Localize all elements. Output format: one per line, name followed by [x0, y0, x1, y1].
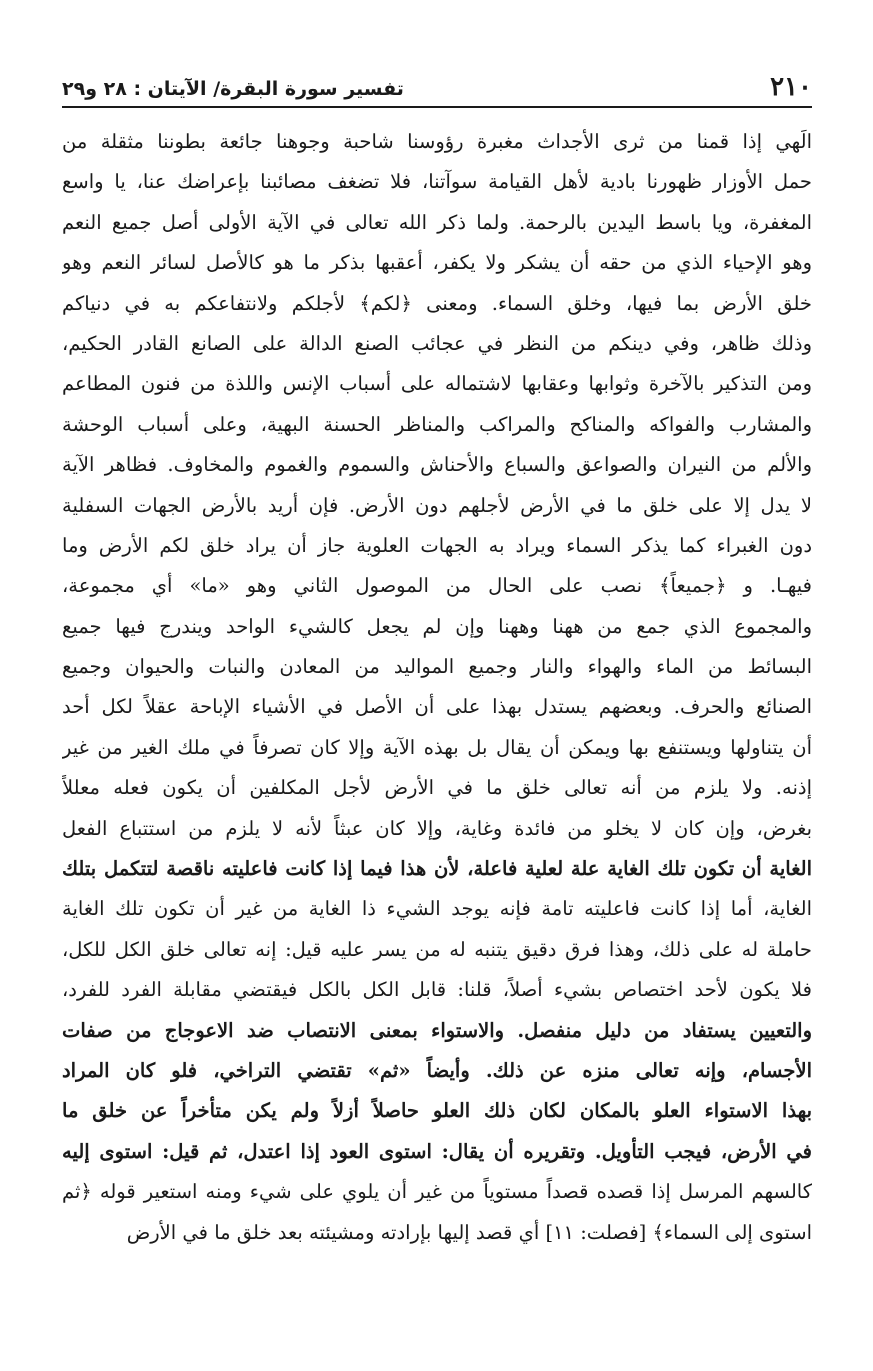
text-line: إذنه. ولا يلزم من أنه تعالى خلق ما في الأرض لأجل المكلفين أن يكون فعله معللاً — [62, 776, 812, 800]
text-line: والتعيين يستفاد من دليل منفصل. والاستواء بمعنى الانتصاب ضد الاعوجاج من صفات — [62, 1018, 812, 1042]
text-line: دون الغبراء كما يذكر السماء ويراد به الجهات العلوية جاز أن يراد خلق لكم الأرض وما — [62, 533, 812, 557]
text-line: حمل الأوزار ظهورنا بادية لأهل القيامة سوآتنا، فلا تضغف مصائبنا بإعراضك عنا، يا واسع — [62, 170, 812, 194]
text-line: بغرض، وإن كان لا يخلو من فائدة وغاية، وإلا كان عبثاً لأنه لا يلزم من استتباع الفعل — [62, 816, 812, 840]
body-text — [62, 122, 812, 1253]
text-line: البسائط من الماء والهواء والنار وجميع المواليد من المعادن والنبات والحيوان وجميع — [62, 655, 812, 679]
text-line: أن يتناولها ويستنفع بها ويمكن أن يقال بل بهذه الآية وإلا كان تصرفاً في ملك الغير من غير — [62, 735, 812, 759]
page-header — [62, 64, 812, 108]
text-line: حاملة له على ذلك، وهذا فرق دقيق يتنبه له من يسر عليه قيل: إنه تعالى خلق الكل للكل، — [62, 937, 812, 961]
text-line: الغاية أن تكون تلك الغاية علة لعلية فاعلة، لأن هذا فيما إذا كانت فاعليته ناقصة لتتكمل بتلك — [62, 857, 812, 881]
page-number: ٢١٠ — [770, 72, 812, 102]
text-line: والمشارب والفواكه والمناكح والمراكب والمناظر الحسنة البهية، وعلى أسباب الوحشة — [62, 412, 812, 436]
text-line: فلا يكون لأحد اختصاص بشيء أصلاً، قلنا: قابل الكل بالكل فيقتضي مقابلة الفرد للفرد، — [62, 978, 812, 1002]
text-line: والألم من النيران والصواعق والسباع والأحناش والسموم والغموم والمخاوف. فظاهر الآية — [62, 453, 812, 477]
text-line: بهذا الاستواء العلو بالمكان لكان ذلك العلو حاصلاً أزلاً ولم يكن متأخراً عن خلق ما — [62, 1099, 812, 1123]
text-line: المغفرة، ويا باسط اليدين بالرحمة. ولما ذكر الله تعالى في الآية الأولى أصل جميع النعم — [62, 210, 812, 234]
text-line: استوى إلى السماء﴾ [فصلت: ١١] أي قصد إليها بإرادته ومشيئته بعد خلق ما في الأرض — [126, 1220, 812, 1244]
text-line: فيهـا. و ﴿جميعاً﴾ نصب على الحال من الموصول الثاني وهو «ما» أي مجموعة، — [62, 574, 812, 598]
text-line: الصنائع والحرف. وبعضهم يستدل بهذا على أن الأصل في الأشياء الإباحة عقلاً لكل أحد — [62, 695, 812, 719]
text-line: الأجسام، وإنه تعالى منزه عن ذلك. وأيضاً «ثم» تقتضي التراخي، فلو كان المراد — [62, 1058, 812, 1082]
running-title: تفسير سورة البقرة/ الآيتان : ٢٨ و٢٩ — [62, 78, 404, 100]
text-line: والمجموع الذي جمع من ههنا وههنا وإن لم يجعل كالشيء الواحد ويندرج فيها جميع — [62, 614, 812, 638]
text-line: الَهي إذا قمنا من ثرى الأجداث مغبرة رؤوسنا شاحبة وجوهنا جائعة بطوننا مثقلة من — [62, 130, 812, 153]
text-line: خلق الأرض بما فيها، وخلق السماء. ومعنى ﴿لكم﴾ لأجلكم ولانتفاعكم به في دنياكم — [62, 291, 812, 315]
text-line: ومن التذكير بالآخرة وثوابها وعقابها لاشتماله على أسباب الإنس واللذة من فنون المطاعم — [62, 372, 812, 396]
text-line: الغاية، أما إذا كانت فاعليته تامة فإنه يوجد الشيء ذا الغاية من غير أن تكون تلك الغاية — [62, 897, 812, 921]
text-line: وذلك ظاهر، وفي دينكم من النظر في عجائب الصنع الدالة على الصانع القادر الحكيم، — [62, 331, 812, 355]
text-line: لا يدل إلا على خلق ما في الأرض لأجلهم دون الأرض. فإن أريد بالأرض الجهات السفلية — [62, 493, 812, 517]
text-line: في الأرض، فيجب التأويل. وتقريره أن يقال: استوى العود إذا اعتدل، ثم قيل: استوى إليه — [62, 1139, 812, 1163]
text-line: وهو الإحياء الذي من حقه أن يشكر ولا يكفر، أعقبها بذكر ما هو كالأصل لسائر النعم وهو — [62, 251, 812, 275]
text-line: كالسهم المرسل إذا قصده قصداً مستوياً من غير أن يلوي على شيء ومنه استعير قوله ﴿ثم — [62, 1180, 812, 1204]
